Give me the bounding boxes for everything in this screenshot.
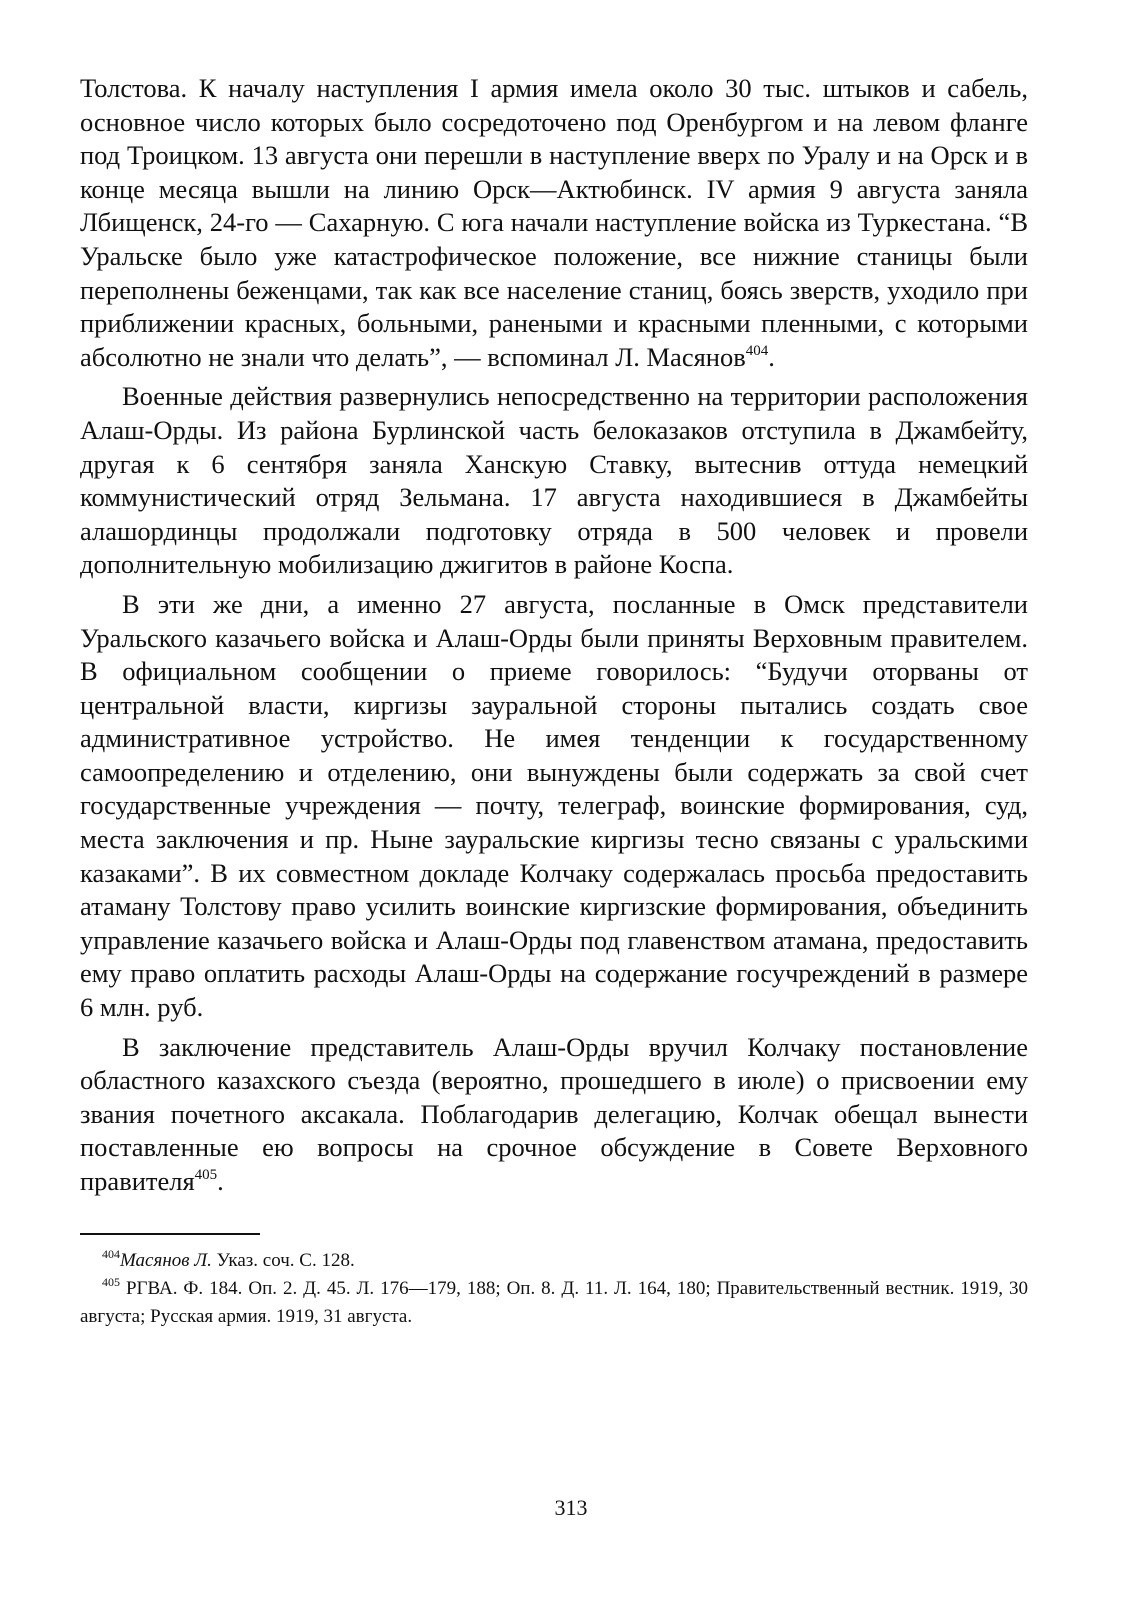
page-number: 313: [554, 1495, 588, 1520]
paragraph-text: Военные действия развернулись непосредственно на территории расположения Алаш-Орды. Из района Бурлинской часть белоказаков отступила в Джамбейту, другая к 6 сентября заняла Ханскую Ставку, вытеснив оттуда немецкий коммунистический отряд Зельмана. 17 августа находившиеся в Джамбейты алашординцы продолжали подготовку отряда в 500 человек и провели дополнительную мобилизацию джигитов в районе Коспа.: [80, 381, 1028, 580]
paragraph-tail: .: [768, 341, 775, 372]
footnote-ref-405[interactable]: 405: [194, 1167, 218, 1183]
paragraph-3: [80, 588, 1028, 1025]
footnote-number: 404: [102, 1246, 120, 1261]
paragraph-4: [80, 1031, 1028, 1199]
footnote-ref-404[interactable]: 404: [745, 342, 769, 359]
footnote-number: 405: [102, 1274, 120, 1289]
footnote-text: Указ. соч. С. 128.: [211, 1249, 355, 1271]
paragraph-1: [80, 72, 1028, 374]
book-page: [80, 72, 1028, 1331]
paragraph-tail: .: [217, 1166, 224, 1196]
footnote-404: [80, 1247, 1028, 1275]
paragraph-2: [80, 380, 1028, 582]
footnote-divider: [80, 1233, 260, 1235]
paragraph-text: В заключение представитель Алаш-Орды вручил Колчаку постановление областного казахского съезда (вероятно, прошедшего в июле) о присвоении ему звания почетного аксакала. Поблагодарив делегацию, Колчак обещал вынести поставленные ею вопросы на срочное обсуждение в Совете Верховного правителя: [80, 1031, 1028, 1196]
paragraph-text: Толстова. К началу наступления I армия имела около 30 тыс. штыков и сабель, основное число которых было сосредоточено под Оренбургом и на левом фланге под Троицком. 13 августа они перешли в наступление вверх по Уралу и на Орск и в конце месяца вышли на линию Орск—Актюбинск. IV армия 9 августа заняла Лбищенск, 24-го — Сахарную. С юга начали наступление войска из Туркестана. “В Уральске было уже катастрофическое положение, все нижние станицы были переполнены беженцами, так как все население станиц, боясь зверств, уходило при приближении красных, больными, ранеными и красными пленными, с которыми абсолютно не знали что делать”, — вспоминал Л. Масянов: [80, 73, 1028, 372]
footnote-text: РГВА. Ф. 184. Оп. 2. Д. 45. Л. 176—179, 188; Оп. 8. Д. 11. Л. 164, 180; Правительственный вестник. 1919, 30 августа; Русская армия. 1919, 31 августа.: [80, 1277, 1028, 1327]
footnote-405: [80, 1275, 1028, 1331]
footnote-author: Масянов Л.: [120, 1249, 212, 1271]
paragraph-text: В эти же дни, а именно 27 августа, посланные в Омск представители Уральского казачьего войска и Алаш-Орды были приняты Верховным правителем. В официальном сообщении о приеме говорилось: “Будучи оторваны от центральной власти, киргизы зауральной стороны пытались создать свое административное устройство. Не имея тенденции к государственному самоопределению и отделению, они вынуждены были содержать за свой счет государственные учреждения — почту, телеграф, воинские формирования, суд, места заключения и пр. Ныне зауральские киргизы тесно связаны с уральскими казаками”. В их совместном докладе Колчаку содержалась просьба предоставить атаману Толстову право усилить воинские киргизские формирования, объединить управление казачьего войска и Алаш-Орды под главенством атамана, предоставить ему право оплатить расходы Алаш-Орды на содержание госучреждений в размере 6 млн. руб.: [80, 588, 1028, 1023]
